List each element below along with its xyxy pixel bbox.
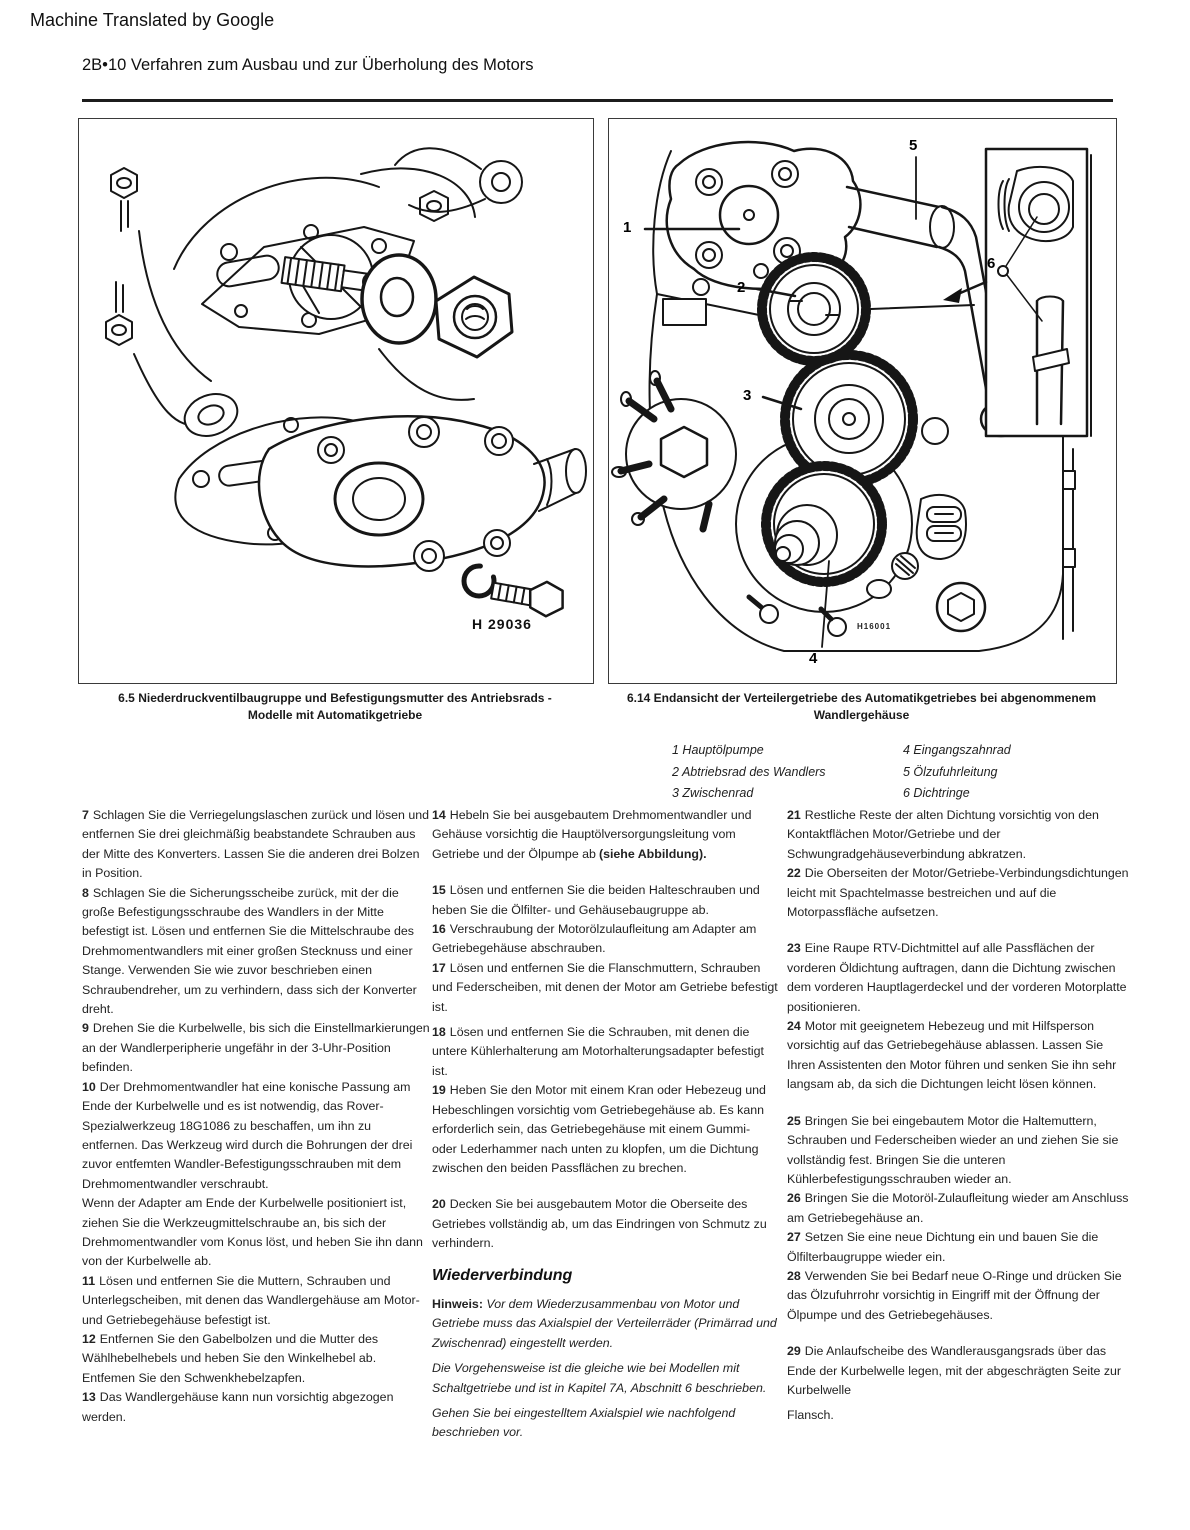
step-text: Das Wandlergehäuse kann nun vorsichtig abgezogen werden. (82, 1390, 394, 1424)
figure-6-5-caption (78, 690, 592, 724)
step-text: Lösen und entfernen Sie die beiden Halteschrauben und heben Sie die Ölfilter- und Gehäusebaugruppe ab. (432, 883, 760, 917)
legend-item: 5 Ölzufuhrleitung (903, 764, 998, 779)
step-22 (787, 864, 1131, 922)
step-11 (82, 1272, 430, 1330)
callout-1: 1 (623, 219, 632, 236)
step-number: 9 (82, 1021, 89, 1036)
step-text: Restliche Reste der alten Dichtung vorsichtig von den Kontaktflächen Motor/Getriebe und der Schwungradgehäuseverbindung abkratzen. (787, 808, 1099, 861)
step-number: 29 (787, 1344, 801, 1359)
step-number: 15 (432, 883, 446, 898)
google-translate-watermark: Machine Translated by Google (30, 10, 275, 30)
note-paragraph: Gehen Sie bei eingestelltem Axialspiel wie nachfolgend beschrieben vor. (432, 1405, 736, 1440)
step-29 (787, 1342, 1131, 1400)
drawing-reference-label: H 29036 (472, 616, 532, 632)
step-text-bold: (siehe Abbildung). (598, 846, 707, 861)
step-29-continued (787, 1406, 1131, 1425)
figure-6-5 (78, 118, 594, 684)
text-column-3 (787, 806, 1131, 1426)
figure-legend-right (903, 740, 1011, 805)
step-number: 14 (432, 808, 446, 822)
step-text: Wenn der Adapter am Ende der Kurbelwelle positioniert ist, ziehen Sie die Werkzeugmittelschraube an, bis sich der Drehmomentwandler vom Konus löst, und heben Sie ihn dann von der Kurbelwelle ab. (82, 1196, 423, 1269)
step-text: Schlagen Sie die Verriegelungslaschen zurück und lösen und entfernen Sie drei gleichmäßig beabstandete Schrauben aus der Mitte des Konverters. Lassen Sie die anderen drei Bolzen in Position. (82, 808, 430, 881)
callout-6: 6 (987, 255, 996, 272)
page-title: 2B•10 Verfahren zum Ausbau und zur Überholung des Motors (82, 56, 534, 74)
step-text: Bringen Sie bei eingebautem Motor die Haltemuttern, Schrauben und Federscheiben wieder an und ziehen Sie sie vollständig fest. Bringen Sie die unteren Kühlerbefestigungsschrauben wieder an. (787, 1113, 1119, 1186)
step-16 (432, 920, 778, 959)
step-number: 11 (82, 1273, 96, 1288)
caption-line: Modelle mit Automatikgetriebe (247, 708, 423, 722)
step-13 (82, 1388, 430, 1427)
step-number: 21 (787, 808, 801, 822)
step-24 (787, 1017, 1131, 1095)
step-18 (432, 1023, 778, 1081)
step-15 (432, 881, 778, 920)
step-28 (787, 1267, 1131, 1325)
step-text: Drehen Sie die Kurbelwelle, bis sich die Einstellmarkierungen an der Wandlerperipherie ungefähr in der 3-Uhr-Position befinden. (82, 1021, 430, 1075)
figure-legend-left (672, 740, 826, 805)
caption-line: 6.14 Endansicht der Verteilergetriebe des Automatikgetriebes bei abgenommenem (626, 691, 1097, 705)
step-number: 27 (787, 1230, 801, 1245)
step-23 (787, 939, 1131, 1017)
step-text: Der Drehmomentwandler hat eine konische Passung am Ende der Kurbelwelle und es ist notwendig, das Rover-Spezialwerkzeug 18G1086 zu beschaffen, um ihn zu entfernen. Das Werkzeug wird durch die Bohrungen der drei zuvor entfemten Wandler-Befestigungsschrauben mit dem Drehmomentwandler verschraubt. (82, 1079, 413, 1191)
callout-5: 5 (909, 137, 918, 154)
step-17 (432, 959, 778, 1017)
step-27 (787, 1228, 1131, 1267)
step-25 (787, 1112, 1131, 1190)
header-divider (82, 99, 1113, 102)
step-number: 25 (787, 1113, 801, 1128)
gear-train-drawing (609, 119, 1116, 683)
step-text: Lösen und entfernen Sie die Schrauben, mit denen die untere Kühlerhalterung am Motorhalterungsadapter befestigt ist. (432, 1025, 765, 1078)
step-26 (787, 1189, 1131, 1228)
note-label: Hinweis: (432, 1296, 483, 1311)
step-text: Bringen Sie die Motoröl-Zulaufleitung wieder am Anschluss am Getriebegehäuse an. (787, 1191, 1129, 1225)
step-20 (432, 1195, 778, 1253)
step-text: Motor mit geeignetem Hebezeug und mit Hilfsperson vorsichtig auf das Getriebegehäuse ablassen. Lassen Sie Ihren Assistenten den Motor führen und senken Sie ihn sehr langsam ab, da sich die Dichtungen leicht lösen können. (787, 1019, 1117, 1092)
step-number: 24 (787, 1019, 801, 1034)
step-number: 22 (787, 866, 801, 881)
callout-4: 4 (809, 650, 818, 667)
note-text: Vor dem Wiederzusammenbau von Motor und Getriebe muss das Axialspiel der Verteilerräder (Primärrad und Zwischenrad) eingestellt werden. (432, 1296, 777, 1350)
legend-item: 3 Zwischenrad (672, 786, 754, 800)
step-text: Eine Raupe RTV-Dichtmittel auf alle Passflächen der vorderen Öldichtung auftragen, dann die Dichtung zwischen dem vorderen Hauptlagerdeckel und der vorderen Motorplatte positionieren. (787, 941, 1127, 1014)
step-text: Schlagen Sie die Sicherungsscheibe zurück, mit der die große Befestigungsschraube des Wandlers in der Mitte befestigt ist. Lösen und entfernen Sie die Mittelschraube des Drehmomentwandlers mit einer großen Stecknuss und einer Stange. Verwenden Sie wie zuvor beschrieben einen Schraubendreher, um zu verhindern, dass sich der Konverter dreht. (82, 885, 417, 1017)
step-10 (82, 1078, 430, 1194)
step-14 (432, 806, 778, 864)
subheading-wiederverbindung: Wiederverbindung (432, 1266, 573, 1284)
step-number: 8 (82, 885, 89, 900)
step-text: Verwenden Sie bei Bedarf neue O-Ringe und drücken Sie das Ölzufuhrrohr vorsichtig in Eingriff mit der Öffnung der Ölpumpe und des Getriebegehäuses. (787, 1268, 1122, 1322)
step-number: 26 (787, 1191, 801, 1206)
step-number: 17 (432, 960, 446, 975)
legend-item: 6 Dichtringe (903, 786, 970, 800)
note-paragraph (432, 1295, 778, 1353)
step-text: Flansch. (787, 1408, 834, 1423)
step-number: 7 (82, 808, 89, 822)
step-19 (432, 1081, 778, 1178)
step-number: 10 (82, 1079, 96, 1094)
text-column-1 (82, 806, 430, 1427)
valve-assembly-drawing (79, 119, 593, 683)
step-number: 28 (787, 1268, 801, 1283)
callout-3: 3 (743, 387, 752, 404)
text-column-2 (432, 806, 778, 1443)
step-text: Die Anlaufscheibe des Wandlerausgangsrads über das Ende der Kurbelwelle legen, mit der abgeschrägten Seite zur Kurbelwelle (787, 1344, 1122, 1397)
caption-line: Wandlergehäuse (813, 708, 910, 722)
step-text: Hebeln Sie bei ausgebautem Drehmomentwandler und Gehäuse vorsichtig die Hauptölversorgungsleitung vom Getriebe und der Ölpumpe ab (432, 808, 752, 861)
step-number: 20 (432, 1197, 446, 1212)
step-21 (787, 806, 1131, 864)
drawing-reference-label: H16001 (857, 622, 892, 631)
step-text: Heben Sie den Motor mit einem Kran oder Hebezeug und Hebeschlingen vorsichtig vom Getriebegehäuse ab. Es kann erforderlich sein, das Getriebegehäuse mit einem Gummi- oder Lederhammer nach unten zu klopfen, um die Dichtung zwischen den beiden Passflächen zu brechen. (432, 1083, 766, 1175)
step-9 (82, 1019, 430, 1077)
caption-line: 6.5 Niederdruckventilbaugruppe und Befestigungsmutter des Antriebsrads - (118, 691, 552, 705)
step-10-continued (82, 1194, 430, 1272)
step-number: 19 (432, 1083, 446, 1098)
step-number: 13 (82, 1390, 96, 1405)
legend-item: 4 Eingangszahnrad (903, 743, 1011, 757)
step-12 (82, 1330, 430, 1388)
step-text: Entfernen Sie den Gabelbolzen und die Mutter des Wählhebelhebels und heben Sie den Winkelhebel ab. Entfemen Sie den Schwenkhebelzapfen. (82, 1331, 379, 1385)
step-number: 23 (787, 941, 801, 956)
step-text: Lösen und entfernen Sie die Flanschmuttern, Schrauben und Federscheiben, mit denen der Motor am Getriebe befestigt ist. (432, 960, 778, 1014)
callout-2: 2 (737, 279, 746, 296)
legend-item: 1 Hauptölpumpe (672, 743, 764, 757)
step-number: 16 (432, 922, 446, 937)
step-number: 12 (82, 1331, 96, 1346)
legend-item: 2 Abtriebsrad des Wandlers (672, 764, 826, 779)
step-number: 18 (432, 1025, 446, 1040)
figure-6-14-caption (608, 690, 1115, 724)
step-text: Lösen und entfernen Sie die Muttern, Schrauben und Unterlegscheiben, mit denen das Wandlergehäuse am Motor- und Getriebegehäuse befestigt ist. (82, 1273, 420, 1327)
step-text: Verschraubung der Motorölzulaufleitung am Adapter am Getriebegehäuse abschrauben. (432, 922, 757, 956)
step-8 (82, 884, 430, 1020)
step-text: Setzen Sie eine neue Dichtung ein und bauen Sie die Ölfilterbaugruppe wieder ein. (787, 1230, 1099, 1264)
step-text: Die Oberseiten der Motor/Getriebe-Verbindungsdichtungen leicht mit Spachtelmasse bestreichen und auf die Motorpassfläche aufsetzen. (787, 866, 1129, 920)
note-paragraph: Die Vorgehensweise ist die gleiche wie bei Modellen mit Schaltgetriebe und ist in Kapitel 7A, Abschnitt 6 beschrieben. (432, 1361, 767, 1395)
step-text: Decken Sie bei ausgebautem Motor die Oberseite des Getriebes vollständig ab, um das Eindringen von Schmutz zu verhindern. (432, 1197, 767, 1251)
step-7 (82, 806, 430, 884)
figure-6-14 (608, 118, 1117, 684)
